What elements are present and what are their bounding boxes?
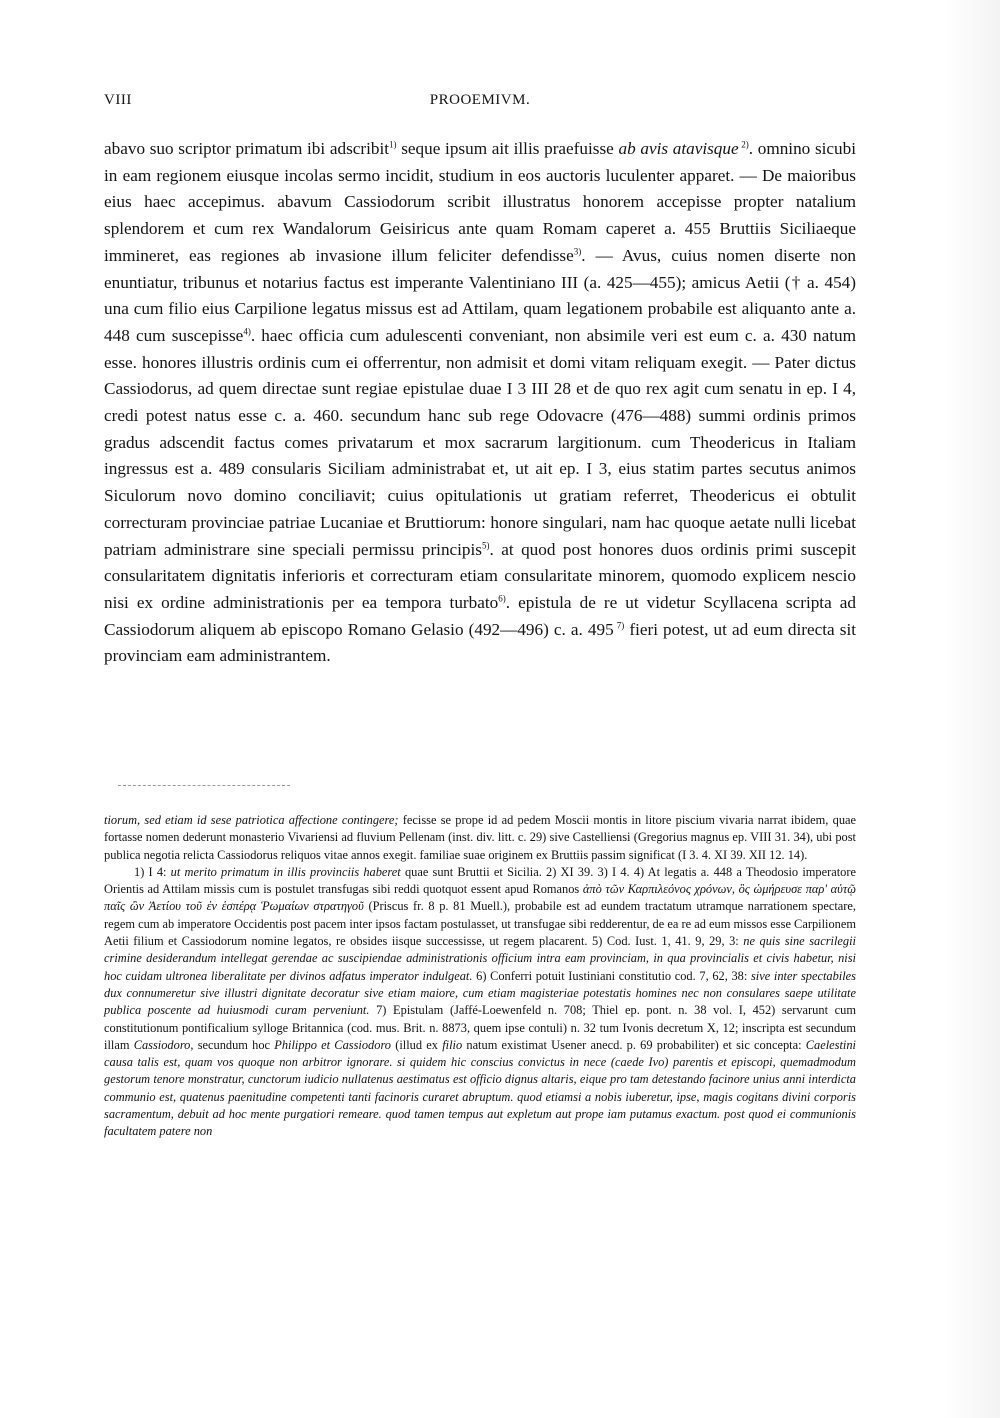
footnote-ref: 5) [482,539,490,550]
text-run: seque ipsum ait illis praefuisse [396,139,619,158]
running-title: PROOEMIVM. [429,92,531,108]
text-run: . epistula de re ut videtur Scyllacena scripta ad Cassiodorum aliquem ab episcopo Romano Gelasio (492—496) c. a. 495 [104,592,856,639]
main-text [104,136,856,670]
text-run: 7) Epistulam (Jaffé-Loewenfeld n. 708; Thiel ep. pont. n. 38 vol. I, 452) servarunt cum constitutionum pontificalium sylloge Britannica (cod. mus. Brit. n. 8873, quem ipse contuli) n. 32 tum Ivonis decretum X, 12; inscripta est secundum illam [104,1003,856,1052]
main-paragraph [104,136,856,670]
footnote-separator [118,785,290,786]
italic-phrase: filio [442,1037,463,1052]
page-header [104,92,856,116]
footnote-ref: 6) [498,593,506,604]
footnote-ref: 2) [738,139,749,150]
italic-phrase: ut merito primatum in illis provinciis haberet [170,864,401,879]
text-run: . at quod post honores duos ordinis primi suscepit consularitatem dignitatis inferioris et correcturam etiam consularitate minorem, quomodo explicem nescio nisi ex ordine administrationis per ea tempora turbato [104,539,856,612]
text-run: . omnino sicubi in eam regionem eiusque incolas sermo incidit, studium in eos auctoris luculenter apparet. — De maioribus eius haec accepimus. abavum Cassiodorum scribit illustratus honorem accepisse propter natalium splendorem et cum rex Wandalorum Geisiricus ante quam Romam caperet a. 455 Bruttiis Siciliaeque immineret, eas regiones ab invasione illum feliciter defendisse [104,139,857,265]
footnote-ref: 1) [389,139,397,150]
footnote-ref: 3) [573,246,582,257]
text-run: (Priscus fr. 8 p. 81 Muell.), probabile est ad eundem tractatum utramque narrationem spectare, regem cum ab imperatore Occidentis post pacem inter ipsos factam postulasset, ut transfugae sibi redderentur, de ea re ad eum missos esse Carpilionem Aetii filium et Cassiodorum nomine legatos, re obsides iisque successisse, ut regem placarent. 5) Cod. Iust. 1, 41. 9, 29, 3: [104,899,856,949]
text-run: fecisse se prope id ad pedem Moscii montis in litore piscium vivaria narrat ibidem, quae fortasse nomen dederunt monasterio Vivariensi ad fluvium Pellenam (inst. div. litt. c. 29) sive Castelliensi (Gregorius magnus ep. VIII 31. 34), ubi post publica negotia relicta Cassiodorus reliquos vitae annos exegit. familiae suae originem ex Bruttiis passim significat (I 3. 4. XI 39. XII 12. 14). [104,813,857,862]
italic-phrase: patriotica affectione contingere; [235,813,399,827]
italic-phrase: Philippo et Cassiodoro [274,1037,391,1052]
footnote-ref: 4) [243,326,251,337]
text-run: , secundum hoc [190,1037,275,1052]
text-run: . haec officia cum adulescenti conveniant, non absimile veri est eum c. a. 430 natum esse. honores illustris ordinis cum ei offerrentur, non admisit et domi vitam reliquam exegit. — Pater dictus Cassiodorus, ad quem directae sunt regiae epistulae duae I 3 III 28 et de quo rex agit cum senatu in ep. I 4, credi potest natus esse c. a. 460. secundum hanc sub rege Odovacre (476—488) summi ordinis primos gradus adscendit factus comes privatarum et mox sacrarum largitionum. cum Theodericus in Italiam ingressus est a. 489 consularis Siciliam administrabat et, ut ait ep. I 3, eius statim partes secutus animos Siculorum novo domino conciliavit; cuius opitulationis ut gratiam referret, Theodericus ei obtulit correcturam provinciae patriae Lucaniae et Bruttiorum: honore singulari, nam hac quoque aetate nulli licebat patriam administrare sine speciali permissu principis [104,325,856,559]
text-run: quae sunt Bruttii et Sicilia. 2) XI 39. 3) I 4. 4) At legatis a. 448 a Theodosio imperatore Orientis ad Attilam missis cum is postulet transfugas sibi reddi quotquot essent apud Romanos [104,864,856,897]
italic-quotation: sive inter spectabiles dux connumeretur sive illustri dignitate decoratur sive etiam maiore, cum etiam magisteriae potestatis homines nec non consulares saepe utilitate publica poscente ad huiusmodi curam perveniunt. [104,968,857,1018]
text-run: (illud ex [391,1037,443,1052]
text-run: fieri potest, ut ad eum directa sit provinciam eam administrantem. [104,619,856,666]
footnote-block [104,864,856,1141]
italic-phrase: ab avis atavisque [618,139,739,158]
page-edge-shadow [944,0,1000,1418]
italic-phrase: Cassiodoro [133,1037,191,1052]
footnotes [104,812,856,1141]
text-run: 6) Conferri potuit Iustiniani constitutio cod. 7, 62, 38: [472,968,751,983]
text-run: abavo suo scriptor primatum ibi adscribit [104,139,390,158]
text-run: tiorum, sed etiam id sese [104,813,236,827]
italic-quotation: Caelestini causa talis est, quam vos quoque non arbitror ignorare. si quidem hic conscius convictus in nece (caede Ivo) parentis et episcopi, quemadmodum gestorum tenore monstratur, cunctorum iudicio nullatenus aestimatus est officio dignus altaris, eique pro tam detestando facinore unius anni interdicta communio est, quatenus paenitudine competenti tanti facinoris curaret abruptum. quod etiamsi a nobis iuberetur, ipse, magis cogitans divini corporis sacramentum, debuit ad hoc mente purgatiori remeare. quod tamen tempus aut expletum aut prope iam putamus exactum. post quod ei communionis facultatem patere non [104,1037,856,1139]
text-run: natum existimat Usener anecd. p. 69 probabiliter) et sic concepta: [462,1037,806,1052]
italic-quotation: ne quis sine sacrilegii crimine desiderandum intellegat gerendae ac suscipiendae administrationis officium intra eam provinciam, in qua provincialis et civis habetur, nisi hoc cuidam ultronea liberalitate per divinos adfatus imperator indulgeat. [104,934,856,983]
greek-quotation: ἀπὸ τῶν Καρπιλεόνος χρόνων, ὃς ὡμήρευσε παρ' αὐτῷ παῖς ὢν Ἀετίου τοῦ ἐν ἑσπέρᾳ Ῥωμαίων στρατηγοῦ [104,882,857,914]
page-number: VIII [104,92,132,108]
footnote-ref: 7) [613,619,625,630]
text-run: . — Avus, cuius nomen diserte non enuntiatur, tribunus et notarius factus est imperante Valentiniano III (a. 425—455); amicus Aetii († a. 454) una cum filio eius Carpilione legatus missus est ad Attilam, quam legationem probabile est aliquanto ante a. 448 cum suscepisse [104,245,857,345]
text-run: 1) I 4: [134,864,171,879]
footnote-continuation [104,812,856,864]
